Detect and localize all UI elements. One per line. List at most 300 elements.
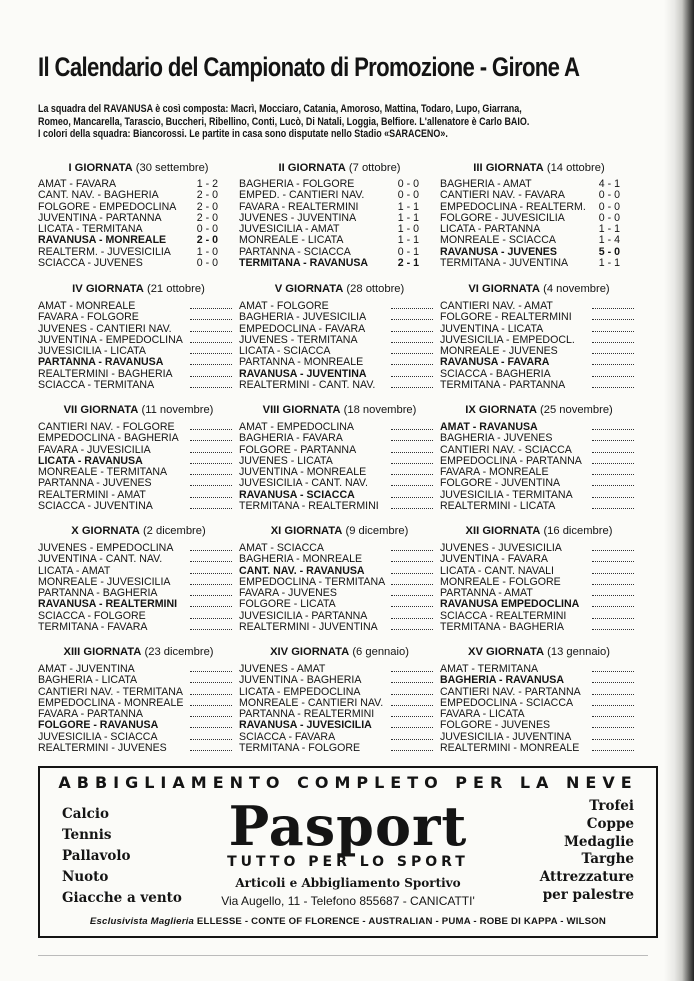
match-row	[239, 356, 440, 367]
score-placeholder-dots	[190, 576, 232, 585]
score-placeholder-dots	[391, 489, 433, 498]
match-score: 1 - 1	[397, 200, 419, 213]
score-placeholder-dots	[391, 466, 433, 475]
match-row	[38, 311, 239, 322]
score-placeholder-dots	[592, 311, 634, 320]
round-name: VIII GIORNATA	[262, 404, 341, 416]
match-row	[440, 697, 638, 708]
match-teams: MONREALE - CANTIERI NAV.	[239, 697, 384, 709]
match-row	[440, 466, 638, 477]
round-name: III GIORNATA	[473, 162, 544, 174]
score-placeholder-dots	[391, 576, 433, 585]
match-row	[239, 663, 440, 674]
score-placeholder-dots	[190, 455, 232, 464]
score-placeholder-dots	[391, 500, 433, 509]
match-teams: JUVESICILIA - SCIACCA	[38, 731, 158, 743]
match-score: 2 - 0	[196, 234, 218, 247]
round-date: (18 novembre)	[343, 404, 417, 416]
match-list	[38, 300, 239, 390]
match-row	[38, 323, 239, 334]
intro-line: La squadra del RAVANUSA è così composta: Macrì, Mocciaro, Catania, Amoroso, Mattina, Todaro, Lupo, Giarrana,	[38, 103, 522, 115]
match-row	[440, 489, 638, 500]
match-teams: AMAT - FOLGORE	[239, 301, 329, 312]
match-row	[239, 674, 440, 685]
match-score: 0 - 0	[196, 223, 218, 236]
match-teams: CANT. NAV. - RAVANUSA	[239, 565, 365, 577]
round-block	[239, 281, 440, 402]
round-name: I GIORNATA	[68, 162, 133, 174]
score-placeholder-dots	[190, 610, 232, 619]
match-teams: JUVESICILIA - TERMITANA	[440, 489, 573, 501]
match-teams: BAGHERIA - MONREALE	[239, 554, 363, 566]
match-score: 0 - 0	[196, 257, 218, 270]
match-score: 1 - 2	[196, 178, 218, 190]
round-heading	[239, 523, 440, 540]
score-placeholder-dots	[391, 587, 433, 596]
round-date: (9 dicembre)	[345, 525, 409, 537]
match-score: 0 - 0	[397, 189, 419, 202]
match-teams: JUVENTINA - PARTANNA	[38, 212, 162, 224]
match-row	[239, 576, 440, 587]
match-teams: EMPEDOCLINA - FAVARA	[239, 323, 366, 335]
score-placeholder-dots	[391, 323, 433, 332]
round-block	[440, 402, 638, 523]
score-placeholder-dots	[190, 697, 232, 706]
match-row	[239, 334, 440, 345]
match-row	[239, 379, 440, 390]
score-placeholder-dots	[391, 542, 433, 551]
match-row	[38, 432, 239, 443]
match-score: 1 - 4	[598, 234, 620, 247]
match-teams: EMPED. - CANTIERI NAV.	[239, 190, 365, 202]
match-row	[239, 708, 440, 719]
round-heading	[38, 402, 239, 419]
schedule-grid	[38, 160, 638, 765]
match-teams: JUVENTINA - CANT. NAV.	[38, 554, 163, 566]
match-teams: AMAT - SCIACCA	[239, 543, 324, 554]
score-placeholder-dots	[391, 621, 433, 630]
score-placeholder-dots	[592, 345, 634, 354]
match-row	[38, 258, 239, 269]
match-teams: JUVESICILIA - PARTANNA	[239, 610, 368, 622]
match-row	[38, 421, 239, 432]
round-date: (30 settembre)	[135, 162, 209, 174]
score-placeholder-dots	[592, 708, 634, 717]
score-placeholder-dots	[592, 421, 634, 430]
round-date: (23 dicembre)	[144, 646, 214, 658]
match-teams: AMAT - RAVANUSA	[440, 422, 538, 433]
match-row	[239, 421, 440, 432]
score-placeholder-dots	[391, 379, 433, 388]
score-placeholder-dots	[190, 432, 232, 441]
score-placeholder-dots	[391, 345, 433, 354]
match-teams: FAVARA - JUVENES	[239, 588, 337, 600]
match-list	[239, 421, 440, 511]
match-row	[38, 345, 239, 356]
round-heading	[38, 281, 239, 298]
match-teams: JUVENTINA - EMPEDOCLINA	[38, 334, 183, 346]
match-teams: FAVARA - MONREALE	[440, 467, 549, 479]
match-score: 0 - 1	[397, 245, 419, 258]
match-list	[239, 300, 440, 390]
match-row	[38, 598, 239, 609]
round-heading	[239, 281, 440, 298]
match-row	[440, 345, 638, 356]
ad-left-list	[62, 804, 182, 909]
round-name: VII GIORNATA	[63, 404, 139, 416]
match-teams: RAVANUSA - REALTERMINI	[38, 599, 178, 611]
match-teams: FAVARA - LICATA	[440, 709, 525, 721]
match-teams: TERMITANA - FOLGORE	[239, 743, 361, 755]
match-teams: AMAT - JUVENTINA	[38, 664, 135, 675]
match-teams: JUVENES - JUVENTINA	[239, 212, 357, 224]
ad-right-item: Medaglie	[563, 833, 634, 850]
score-placeholder-dots	[190, 489, 232, 498]
match-teams: FAVARA - FOLGORE	[38, 312, 139, 324]
match-teams: JUVENES - EMPEDOCLINA	[38, 543, 174, 554]
match-row	[239, 300, 440, 311]
match-row	[239, 742, 440, 753]
match-teams: FOLGORE - JUVENES	[440, 720, 551, 732]
score-placeholder-dots	[190, 742, 232, 751]
score-placeholder-dots	[190, 421, 232, 430]
ad-left-item: Calcio	[62, 806, 109, 822]
match-row	[38, 610, 239, 621]
score-placeholder-dots	[592, 356, 634, 365]
match-row	[440, 731, 638, 742]
match-teams: BAGHERIA - AMAT	[440, 179, 532, 190]
ad-right-item: Coppe	[586, 815, 634, 832]
round-date: (2 dicembre)	[142, 525, 206, 537]
ad-left-item: Nuoto	[62, 869, 109, 885]
match-teams: SCIACCA - BAGHERIA	[440, 368, 551, 380]
match-score: 1 - 0	[196, 245, 218, 258]
match-teams: TERMITANA - PARTANNA	[440, 380, 566, 392]
match-teams: CANTIERI NAV. - SCIACCA	[440, 444, 572, 456]
match-teams: PARTANNA - SCIACCA	[239, 246, 351, 258]
match-teams: MONREALE - JUVENES	[440, 346, 558, 358]
match-row	[440, 742, 638, 753]
score-placeholder-dots	[391, 610, 433, 619]
score-placeholder-dots	[592, 489, 634, 498]
score-placeholder-dots	[592, 621, 634, 630]
score-placeholder-dots	[190, 542, 232, 551]
round-heading	[38, 160, 239, 177]
match-teams: FAVARA - REALTERMINI	[239, 201, 359, 213]
match-teams: BAGHERIA - LICATA	[38, 675, 138, 687]
score-placeholder-dots	[592, 697, 634, 706]
match-row	[440, 311, 638, 322]
round-heading	[440, 281, 638, 298]
score-placeholder-dots	[391, 444, 433, 453]
score-placeholder-dots	[391, 421, 433, 430]
match-list	[38, 663, 239, 753]
match-row	[239, 323, 440, 334]
score-placeholder-dots	[592, 455, 634, 464]
ad-address: Via Augello, 11 - Telefono 855687 - CANICATTI'	[221, 894, 475, 908]
match-row	[440, 565, 638, 576]
round-block	[440, 281, 638, 402]
match-score: 0 - 0	[598, 211, 620, 224]
match-row	[38, 300, 239, 311]
match-row	[38, 368, 239, 379]
match-teams: EMPEDOCLINA - TERMITANA	[239, 576, 386, 588]
match-list	[440, 300, 638, 390]
ad-footer	[40, 916, 656, 927]
round-date: (7 ottobre)	[348, 162, 401, 174]
round-name: XV GIORNATA	[468, 646, 545, 658]
ad-right-item: Targhe	[581, 851, 634, 868]
match-row	[38, 489, 239, 500]
match-teams: REALTERMINI - JUVENES	[38, 743, 167, 755]
match-row	[440, 610, 638, 621]
match-row	[440, 500, 638, 511]
match-row	[239, 477, 440, 488]
score-placeholder-dots	[391, 356, 433, 365]
match-teams: JUVESICILIA - LICATA	[38, 346, 146, 358]
match-teams: EMPEDOCLINA - BAGHERIA	[38, 433, 179, 445]
round-date: (21 ottobre)	[146, 283, 205, 295]
match-row	[38, 334, 239, 345]
match-teams: RAVANUSA - JUVESICILIA	[239, 720, 372, 732]
match-row	[38, 190, 239, 201]
match-teams: LICATA - CANT. NAVALI	[440, 565, 555, 577]
round-name: XII GIORNATA	[465, 525, 541, 537]
score-placeholder-dots	[190, 598, 232, 607]
team-intro	[38, 103, 638, 141]
score-placeholder-dots	[391, 311, 433, 320]
match-teams: AMAT - EMPEDOCLINA	[239, 422, 354, 433]
round-heading	[38, 523, 239, 540]
score-placeholder-dots	[391, 368, 433, 377]
match-row	[239, 621, 440, 632]
match-row	[440, 455, 638, 466]
match-row	[239, 466, 440, 477]
match-teams: SCIACCA - JUVENES	[38, 258, 143, 270]
match-teams: SCIACCA - JUVENTINA	[38, 501, 153, 513]
round-block	[38, 160, 239, 281]
match-row	[38, 576, 239, 587]
match-teams: PARTANNA - RAVANUSA	[38, 357, 164, 369]
match-teams: TERMITANA - RAVANUSA	[239, 258, 369, 270]
ad-subline: Articoli e Abbigliamento Sportivo	[235, 876, 461, 890]
match-row	[440, 300, 638, 311]
match-teams: AMAT - MONREALE	[38, 301, 136, 312]
score-placeholder-dots	[391, 334, 433, 343]
match-teams: LICATA - SCIACCA	[239, 346, 331, 358]
round-heading	[239, 402, 440, 419]
score-placeholder-dots	[391, 598, 433, 607]
match-teams: CANTIERI NAV. - FOLGORE	[38, 422, 175, 433]
round-block	[239, 523, 440, 644]
match-row	[440, 356, 638, 367]
match-row	[38, 455, 239, 466]
match-row	[440, 708, 638, 719]
match-row	[239, 368, 440, 379]
score-placeholder-dots	[592, 610, 634, 619]
match-teams: EMPEDOCLINA - REALTERM.	[440, 201, 586, 213]
score-placeholder-dots	[190, 674, 232, 683]
match-list	[440, 542, 638, 632]
round-date: (14 ottobre)	[546, 162, 605, 174]
match-score: 2 - 1	[397, 257, 419, 270]
match-teams: FOLGORE - JUVENTINA	[440, 478, 561, 490]
round-heading	[239, 160, 440, 177]
match-teams: LICATA - AMAT	[38, 565, 111, 577]
match-teams: BAGHERIA - JUVENES	[440, 433, 553, 445]
score-placeholder-dots	[391, 432, 433, 441]
match-row	[239, 190, 440, 201]
match-teams: REALTERMINI - LICATA	[440, 501, 556, 513]
round-date: (13 gennaio)	[547, 646, 610, 658]
match-row	[38, 542, 239, 553]
match-teams: FOLGORE - JUVESICILIA	[440, 212, 565, 224]
match-teams: AMAT - FAVARA	[38, 179, 117, 190]
match-teams: MONREALE - FOLGORE	[440, 576, 561, 588]
round-date: (28 ottobre)	[346, 283, 405, 295]
match-row	[440, 190, 638, 201]
match-teams: SCIACCA - FAVARA	[239, 731, 336, 743]
brand-logo: Pasport	[228, 794, 468, 858]
score-placeholder-dots	[190, 300, 232, 309]
match-score: 0 - 0	[598, 200, 620, 213]
score-placeholder-dots	[190, 663, 232, 672]
match-teams: EMPEDOCLINA - SCIACCA	[440, 697, 574, 709]
match-teams: CANTIERI NAV. - PARTANNA	[440, 686, 581, 698]
score-placeholder-dots	[592, 466, 634, 475]
match-row	[239, 719, 440, 730]
match-teams: PARTANNA - MONREALE	[239, 357, 364, 369]
match-teams: REALTERMINI - BAGHERIA	[38, 368, 173, 380]
match-row	[38, 686, 239, 697]
score-placeholder-dots	[190, 334, 232, 343]
round-date: (6 gennaio)	[352, 646, 409, 658]
match-row	[440, 663, 638, 674]
match-teams: TERMITANA - FAVARA	[38, 622, 148, 634]
match-row	[440, 432, 638, 443]
match-row	[440, 477, 638, 488]
ad-left-item: Pallavolo	[62, 848, 131, 864]
score-placeholder-dots	[592, 576, 634, 585]
score-placeholder-dots	[592, 742, 634, 751]
bottom-rule	[38, 955, 648, 956]
ad-right-item: per palestre	[542, 886, 634, 903]
match-teams: MONREALE - TERMITANA	[38, 467, 168, 479]
match-row	[38, 444, 239, 455]
match-row	[38, 379, 239, 390]
match-score: 2 - 0	[196, 189, 218, 202]
match-teams: RAVANUSA - MONREALE	[38, 235, 167, 247]
score-placeholder-dots	[592, 674, 634, 683]
match-teams: FOLGORE - REALTERMINI	[440, 312, 572, 324]
match-list	[38, 542, 239, 632]
match-row	[239, 432, 440, 443]
match-teams: LICATA - TERMITANA	[38, 224, 143, 236]
match-teams: EMPEDOCLINA - MONREALE	[38, 697, 184, 709]
ad-left-item: Giacche a vento	[62, 890, 182, 906]
match-row	[38, 477, 239, 488]
round-heading	[239, 644, 440, 661]
match-row	[440, 368, 638, 379]
match-teams: REALTERMINI - JUVENTINA	[239, 622, 378, 634]
match-teams: RAVANUSA EMPEDOCLINA	[440, 599, 580, 611]
match-list	[440, 663, 638, 753]
match-score: 0 - 0	[397, 178, 419, 190]
round-name: XIII GIORNATA	[63, 646, 142, 658]
match-teams: CANTIERI NAV. - AMAT	[440, 301, 553, 312]
round-heading	[440, 402, 638, 419]
match-row	[38, 697, 239, 708]
round-block	[38, 644, 239, 765]
match-score: 1 - 1	[598, 223, 620, 236]
intro-line: I colori della squadra: Biancorossi. Le partite in casa sono disputate nello Stadio «SARACENO».	[38, 128, 448, 141]
match-teams: TERMITANA - JUVENTINA	[440, 258, 569, 270]
match-teams: FOLGORE - PARTANNA	[239, 444, 357, 456]
ad-headline: ABBIGLIAMENTO COMPLETO PER LA NEVE	[58, 773, 638, 792]
round-date: (11 novembre)	[141, 404, 214, 416]
match-list	[38, 179, 239, 269]
round-block	[38, 402, 239, 523]
match-teams: JUVENES - AMAT	[239, 664, 326, 675]
match-row	[38, 621, 239, 632]
match-row	[239, 598, 440, 609]
round-name: IV GIORNATA	[72, 283, 144, 295]
match-score: 1 - 1	[397, 234, 419, 247]
score-placeholder-dots	[190, 323, 232, 332]
score-placeholder-dots	[391, 674, 433, 683]
match-teams: JUVENTINA - MONREALE	[239, 467, 367, 479]
match-teams: JUVESICILIA - JUVENTINA	[440, 731, 572, 743]
match-row	[239, 731, 440, 742]
ad-footer-brands: ELLESSE - CONTE OF FLORENCE - AUSTRALIAN - PUMA - ROBE DI KAPPA - WILSON	[196, 916, 607, 927]
match-teams: JUVENES - LICATA	[239, 455, 333, 467]
match-row	[38, 742, 239, 753]
round-name: XIV GIORNATA	[270, 646, 350, 658]
match-row	[440, 542, 638, 553]
match-teams: MONREALE - SCIACCA	[440, 235, 556, 247]
match-teams: PARTANNA - BAGHERIA	[38, 588, 158, 600]
round-name: II GIORNATA	[278, 162, 346, 174]
score-placeholder-dots	[592, 334, 634, 343]
match-row	[440, 621, 638, 632]
round-block	[239, 402, 440, 523]
round-heading	[440, 644, 638, 661]
match-row	[440, 323, 638, 334]
match-teams: RAVANUSA - FAVARA	[440, 357, 550, 369]
match-teams: JUVESICILIA - AMAT	[239, 224, 340, 236]
ad-footer-label: Esclusivista Maglieria	[89, 916, 195, 927]
round-block	[38, 523, 239, 644]
match-list	[440, 421, 638, 511]
match-teams: REALTERMINI - MONREALE	[440, 743, 580, 755]
score-placeholder-dots	[190, 565, 232, 574]
score-placeholder-dots	[391, 455, 433, 464]
score-placeholder-dots	[592, 598, 634, 607]
match-teams: RAVANUSA - SCIACCA	[239, 489, 355, 501]
score-placeholder-dots	[592, 500, 634, 509]
ad-left-item: Tennis	[62, 827, 112, 843]
page-binding-edge	[664, 0, 694, 981]
match-teams: LICATA - RAVANUSA	[38, 455, 143, 467]
match-score: 1 - 0	[397, 223, 419, 236]
score-placeholder-dots	[391, 731, 433, 740]
score-placeholder-dots	[391, 697, 433, 706]
match-row	[239, 565, 440, 576]
match-row	[440, 444, 638, 455]
match-teams: REALTERMINI - CANT. NAV.	[239, 380, 376, 392]
match-teams: TERMITANA - REALTERMINI	[239, 501, 379, 513]
round-name: IX GIORNATA	[465, 404, 537, 416]
